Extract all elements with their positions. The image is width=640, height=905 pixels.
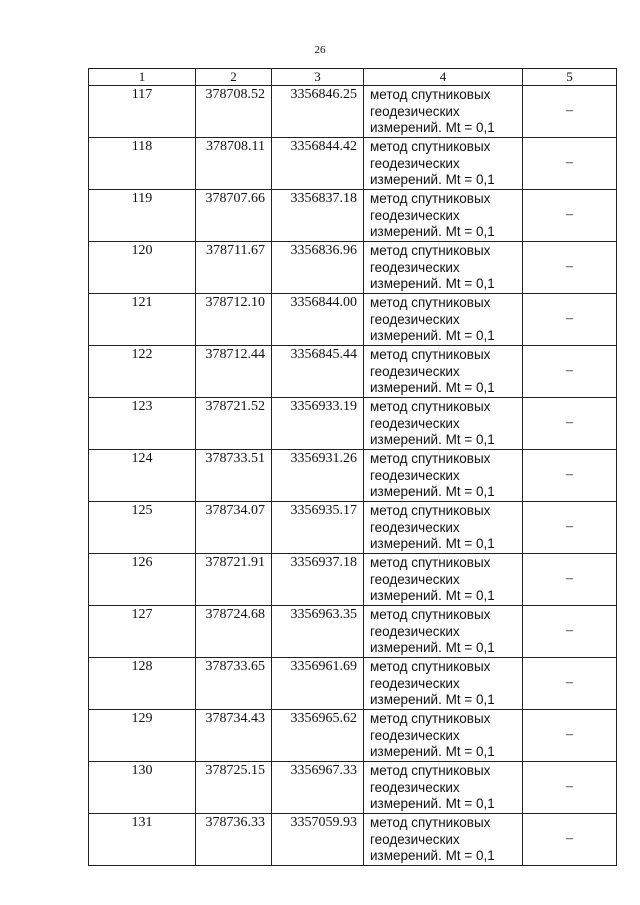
note-dash: – [523, 762, 617, 814]
header-row [89, 69, 617, 86]
coordinate-y: 3356836.96 [272, 242, 364, 294]
coordinate-x: 378721.91 [196, 554, 272, 606]
method-description: метод спутниковых геодезических измерений. Mt = 0,1 [364, 710, 523, 762]
method-description: метод спутниковых геодезических измерений. Mt = 0,1 [364, 814, 523, 866]
method-description: метод спутниковых геодезических измерений. Mt = 0,1 [364, 606, 523, 658]
table-row [89, 242, 617, 294]
coordinate-x: 378736.33 [196, 814, 272, 866]
method-description: метод спутниковых геодезических измерений. Mt = 0,1 [364, 86, 523, 138]
coordinate-y: 3356933.19 [272, 398, 364, 450]
coordinate-y: 3356935.17 [272, 502, 364, 554]
coordinate-x: 378734.43 [196, 710, 272, 762]
table-row [89, 138, 617, 190]
point-number: 128 [89, 658, 196, 710]
point-number: 119 [89, 190, 196, 242]
method-description: метод спутниковых геодезических измерений. Mt = 0,1 [364, 294, 523, 346]
table-header [89, 69, 617, 86]
note-dash: – [523, 294, 617, 346]
coordinate-x: 378721.52 [196, 398, 272, 450]
coordinate-y: 3357059.93 [272, 814, 364, 866]
coordinate-x: 378711.67 [196, 242, 272, 294]
method-description: метод спутниковых геодезических измерений. Mt = 0,1 [364, 242, 523, 294]
table-row [89, 658, 617, 710]
method-description: метод спутниковых геодезических измерений. Mt = 0,1 [364, 346, 523, 398]
point-number: 127 [89, 606, 196, 658]
table-row [89, 86, 617, 138]
page-number: 26 [314, 44, 326, 56]
note-dash: – [523, 138, 617, 190]
table-row [89, 294, 617, 346]
coordinate-y: 3356963.35 [272, 606, 364, 658]
coordinate-x: 378708.52 [196, 86, 272, 138]
method-description: метод спутниковых геодезических измерений. Mt = 0,1 [364, 502, 523, 554]
column-header-5: 5 [523, 69, 617, 86]
method-description: метод спутниковых геодезических измерений. Mt = 0,1 [364, 190, 523, 242]
note-dash: – [523, 814, 617, 866]
note-dash: – [523, 606, 617, 658]
table-body [89, 86, 617, 866]
table-row [89, 398, 617, 450]
coordinate-x: 378708.11 [196, 138, 272, 190]
note-dash: – [523, 502, 617, 554]
coordinate-y: 3356931.26 [272, 450, 364, 502]
note-dash: – [523, 554, 617, 606]
table-row [89, 606, 617, 658]
table-row [89, 346, 617, 398]
column-header-1: 1 [89, 69, 196, 86]
coordinate-y: 3356844.00 [272, 294, 364, 346]
point-number: 117 [89, 86, 196, 138]
method-description: метод спутниковых геодезических измерений. Mt = 0,1 [364, 554, 523, 606]
point-number: 121 [89, 294, 196, 346]
coordinate-y: 3356845.44 [272, 346, 364, 398]
coordinate-x: 378725.15 [196, 762, 272, 814]
point-number: 120 [89, 242, 196, 294]
point-number: 130 [89, 762, 196, 814]
coordinate-y: 3356961.69 [272, 658, 364, 710]
note-dash: – [523, 190, 617, 242]
note-dash: – [523, 658, 617, 710]
note-dash: – [523, 450, 617, 502]
point-number: 124 [89, 450, 196, 502]
point-number: 123 [89, 398, 196, 450]
coordinate-y: 3356965.62 [272, 710, 364, 762]
coordinate-x: 378712.44 [196, 346, 272, 398]
note-dash: – [523, 242, 617, 294]
table-row [89, 554, 617, 606]
method-description: метод спутниковых геодезических измерений. Mt = 0,1 [364, 398, 523, 450]
point-number: 126 [89, 554, 196, 606]
coordinates-table [88, 68, 617, 866]
point-number: 129 [89, 710, 196, 762]
method-description: метод спутниковых геодезических измерений. Mt = 0,1 [364, 658, 523, 710]
column-header-4: 4 [364, 69, 523, 86]
coordinate-y: 3356846.25 [272, 86, 364, 138]
note-dash: – [523, 86, 617, 138]
coordinate-y: 3356837.18 [272, 190, 364, 242]
point-number: 122 [89, 346, 196, 398]
point-number: 118 [89, 138, 196, 190]
table-row [89, 814, 617, 866]
note-dash: – [523, 398, 617, 450]
point-number: 131 [89, 814, 196, 866]
table-row [89, 502, 617, 554]
method-description: метод спутниковых геодезических измерений. Mt = 0,1 [364, 450, 523, 502]
column-header-2: 2 [196, 69, 272, 86]
column-header-3: 3 [272, 69, 364, 86]
coordinate-x: 378733.51 [196, 450, 272, 502]
table-row [89, 190, 617, 242]
method-description: метод спутниковых геодезических измерений. Mt = 0,1 [364, 762, 523, 814]
coordinate-y: 3356967.33 [272, 762, 364, 814]
coordinate-x: 378712.10 [196, 294, 272, 346]
coordinate-x: 378733.65 [196, 658, 272, 710]
table-row [89, 710, 617, 762]
coordinate-x: 378734.07 [196, 502, 272, 554]
table-row [89, 450, 617, 502]
coordinate-x: 378724.68 [196, 606, 272, 658]
coordinate-y: 3356844.42 [272, 138, 364, 190]
point-number: 125 [89, 502, 196, 554]
method-description: метод спутниковых геодезических измерений. Mt = 0,1 [364, 138, 523, 190]
note-dash: – [523, 346, 617, 398]
table-row [89, 762, 617, 814]
coordinate-x: 378707.66 [196, 190, 272, 242]
note-dash: – [523, 710, 617, 762]
coordinate-y: 3356937.18 [272, 554, 364, 606]
